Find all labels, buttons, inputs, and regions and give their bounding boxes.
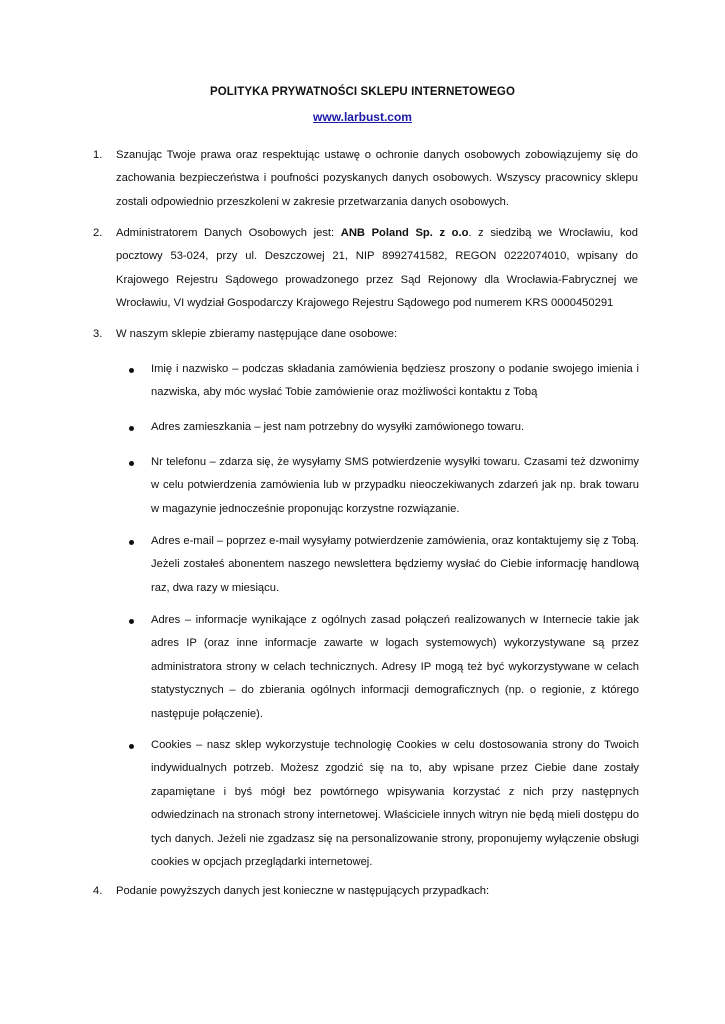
website-link[interactable]: www.larbust.com: [313, 110, 412, 124]
list-item-number: 2.: [93, 227, 103, 239]
bullet-text: Adres e-mail – poprzez e-mail wysyłamy potwierdzenie zamówienia, oraz kontaktujemy się z Tobą. Jeżeli zostałeś abonentem naszego newslettera będziemy wysłać do Ciebie informację handlową raz, dwa razy w miesiącu.: [151, 535, 639, 594]
bullet-text: Cookies – nasz sklep wykorzystuje technologię Cookies w celu dostosowania strony do Twoich indywidualnych potrzeb. Możesz zgodzić się na to, aby wpisane przez Ciebie dane zostały zapamiętane i byś mógł bez powtórnego wpisywania korzystać z nich przy następnych odwiedzinach na stronach strony internetowej. Właściciele innych witryn nie będą mieli dostępu do tych danych. Jeżeli nie zgadzasz się na personalizowanie strony, proponujemy wyłączenie obsługi cookies w opcjach przeglądarki internetowej.: [151, 739, 639, 869]
bullet-text: Adres – informacje wynikające z ogólnych zasad połączeń realizowanych w Internecie takie jak adres IP (oraz inne informacje zawarte w logach systemowych) wykorzystywane są przez administratora strony w celach technicznych. Adresy IP mogą też być wykorzystywane w celach statystycznych – do zbierania ogólnych informacji demograficznych (np. o regionie, z którego następuje połączenie).: [151, 614, 639, 720]
bullet-text: Nr telefonu – zdarza się, że wysyłamy SMS potwierdzenie wysyłki towaru. Czasami też dzwonimy w celu potwierdzenia zamówienia lub w przypadku nieoczekiwanych zdarzeń jak np. brak towaru w magazynie jednocześnie proponując korzystne rozwiązanie.: [151, 456, 639, 515]
company-details: . z siedzibą we Wrocławiu, kod pocztowy 53-024, przy ul. Deszczowej 21, NIP 8992741582, REGON 0222074010, wpisany do Krajowego Rejestru Sądowego prowadzonego przez Sąd Rejonowy dla Wrocławia-Fabrycznej we Wrocławiu, VI wydział Gospodarczy Krajowego Rejestru Sądowego pod numerem KRS 0000450291: [116, 227, 638, 310]
list-item-text: [116, 222, 638, 316]
administrator-intro: Administratorem Danych Osobowych jest:: [116, 227, 341, 239]
document-title: POLITYKA PRYWATNOŚCI SKLEPU INTERNETOWEGO: [209, 86, 516, 98]
bullet-icon: [129, 540, 134, 545]
bullet-icon: [129, 744, 134, 749]
list-item-number: 4.: [93, 885, 103, 897]
bullet-icon: [129, 461, 134, 466]
list-item-text: Szanując Twoje prawa oraz respektując ustawę o ochronie danych osobowych zobowiązujemy się do zachowania bezpieczeństwa i poufności pozyskanych danych osobowych. Wszyscy pracownicy sklepu zostali odpowiednio przeszkoleni w zakresie przetwarzania danych osobowych.: [116, 149, 638, 208]
list-item-number: 1.: [93, 149, 103, 161]
list-item-text: Podanie powyższych danych jest konieczne w następujących przypadkach:: [116, 885, 490, 897]
list-item-number: 3.: [93, 328, 103, 340]
bullet-text: Adres zamieszkania – jest nam potrzebny do wysyłki zamówionego towaru.: [151, 421, 525, 433]
bullet-icon: [129, 426, 134, 431]
list-item-text: W naszym sklepie zbieramy następujące dane osobowe:: [116, 328, 398, 340]
bullet-icon: [129, 619, 134, 624]
bullet-text: Imię i nazwisko – podczas składania zamówienia będziesz proszony o podanie swojego imienia i nazwiska, aby móc wysłać Tobie zamówienie oraz możliwości kontaktu z Tobą: [151, 363, 639, 399]
company-name: ANB Poland Sp. z o.o: [340, 227, 469, 239]
bullet-icon: [129, 368, 134, 373]
